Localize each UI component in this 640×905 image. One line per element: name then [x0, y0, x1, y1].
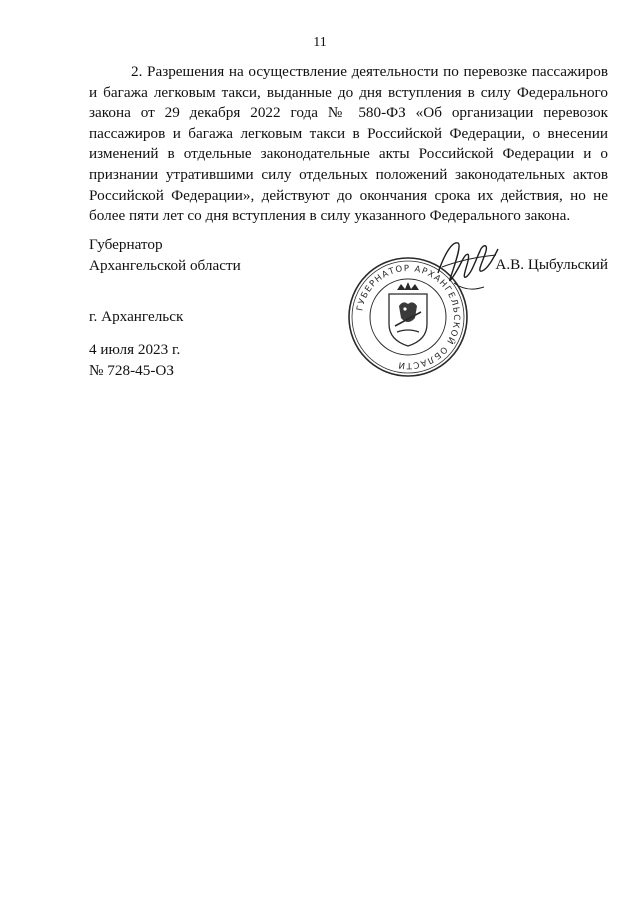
date-and-number: [89, 340, 180, 381]
signatory-name: А.В. Цыбульский: [495, 256, 608, 273]
paragraph-2: 2. Разрешения на осуществление деятельности по перевозке пассажиров и багажа легковым такси, выданные до дня вступления в силу Федерального закона от 29 декабря 2022 года № 580-ФЗ «Об организации перевозок пассажиров и багажа легковым такси в Российской Федерации, о внесении изменений в отдельные законодательные акты Российской Федерации и о признании утратившими силу отдельных положений законодательных актов Российской Федерации», действуют до окончания срока их действия, но не более пяти лет со дня вступления в силу указанного Федерального закона.: [89, 63, 608, 225]
signing-date: 4 июля 2023 г.: [89, 341, 181, 358]
coat-of-arms-icon: [389, 282, 427, 346]
place-of-signing: г. Архангельск: [89, 308, 184, 325]
page-number: 11: [313, 35, 327, 50]
seal-ring-text: ГУБЕРНАТОР АРХАНГЕЛЬСКОЙ ОБЛАСТИ: [355, 263, 462, 371]
signatory-position-line2: Архангельской области: [89, 256, 241, 274]
handwritten-signature: [432, 233, 502, 295]
signatory-position-line1: Губернатор: [89, 236, 163, 253]
signatory-position: [89, 235, 241, 276]
law-number: № 728-45-ОЗ: [89, 361, 174, 379]
